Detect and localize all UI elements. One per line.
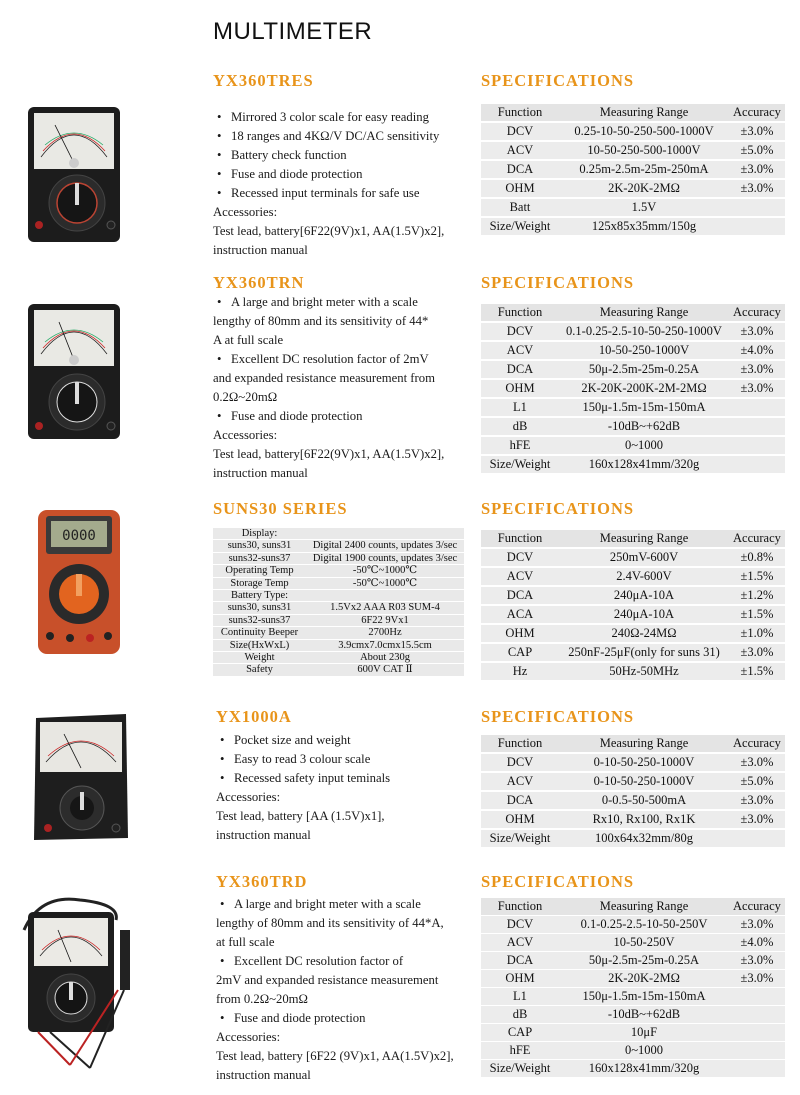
table-cell: ±3.0% <box>729 123 785 140</box>
accessories-text: Test lead, battery [6F22 (9V)x1, AA(1.5V)x2], <box>216 1049 454 1063</box>
table-cell <box>306 590 464 601</box>
table-cell <box>729 218 785 235</box>
table-row <box>481 644 785 661</box>
table-row <box>213 553 464 564</box>
table-cell: DCV <box>481 123 559 140</box>
table-cell: Digital 1900 counts, updates 3/sec <box>306 553 464 564</box>
table-cell: ±3.0% <box>729 380 785 397</box>
table-cell: L1 <box>481 399 559 416</box>
table-cell: ±3.0% <box>729 161 785 178</box>
table-cell: 50Hz-50MHz <box>559 663 729 680</box>
table-cell: Continuity Beeper <box>213 627 306 638</box>
table-cell: OHM <box>481 811 559 828</box>
table-row <box>481 180 785 197</box>
table-cell: ±1.0% <box>729 625 785 642</box>
feature-item-continued: at full scale <box>216 935 275 949</box>
table-row <box>481 606 785 623</box>
table-cell: ±0.8% <box>729 549 785 566</box>
table-cell: 10-50-250-1000V <box>559 342 729 359</box>
table-cell: CAP <box>481 1024 559 1041</box>
header-cell: Function <box>481 104 559 121</box>
table-cell: 240μA-10A <box>559 606 729 623</box>
table-cell <box>729 1060 785 1077</box>
multimeter-yx360trn-photo <box>25 302 125 442</box>
table-cell: 1.5Vx2 AAA R03 SUM-4 <box>306 602 464 613</box>
table-cell: -10dB~+62dB <box>559 1006 729 1023</box>
table-row <box>481 773 785 790</box>
feature-item: • Excellent DC resolution factor of 2mV <box>213 350 475 369</box>
table-cell: ±1.5% <box>729 606 785 623</box>
table-cell: ±3.0% <box>729 180 785 197</box>
table-cell: Size/Weight <box>481 1060 559 1077</box>
product-name: YX360TRES <box>213 71 314 90</box>
product-name: YX360TRD <box>216 872 308 891</box>
table-cell: 250nF-25μF(only for suns 31) <box>559 644 729 661</box>
table-row <box>481 934 785 951</box>
table-cell: 125x85x35mm/150g <box>559 218 729 235</box>
table-cell: ±3.0% <box>729 792 785 809</box>
table-cell: Weight <box>213 652 306 663</box>
table-cell: OHM <box>481 625 559 642</box>
table-cell: Battery Type: <box>213 590 306 601</box>
product-name: SUNS30 SERIES <box>213 499 348 518</box>
feature-item: • Battery check function <box>213 146 473 165</box>
table-cell: 10-50-250-500-1000V <box>559 142 729 159</box>
table-cell: 50μ-2.5m-25m-0.25A <box>559 361 729 378</box>
table-cell <box>729 830 785 847</box>
header-cell: Accuracy <box>729 304 785 321</box>
table-cell: Display: <box>213 528 306 539</box>
spec-table <box>481 102 785 237</box>
table-cell: Size/Weight <box>481 456 559 473</box>
product-description <box>216 731 471 845</box>
table-row <box>213 578 464 589</box>
table-row <box>481 1024 785 1041</box>
table-cell: dB <box>481 418 559 435</box>
table-row <box>481 792 785 809</box>
table-cell: ±3.0% <box>729 754 785 771</box>
table-cell: ±1.5% <box>729 663 785 680</box>
table-row <box>213 640 464 651</box>
table-row <box>213 652 464 663</box>
table-row <box>481 323 785 340</box>
table-row <box>481 988 785 1005</box>
table-cell: Storage Temp <box>213 578 306 589</box>
table-cell: CAP <box>481 644 559 661</box>
header-cell: Measuring Range <box>559 898 729 915</box>
feature-item: • Fuse and diode protection <box>213 407 475 426</box>
svg-text:0000: 0000 <box>62 528 96 544</box>
table-cell: 2.4V-600V <box>559 568 729 585</box>
table-cell: 10μF <box>559 1024 729 1041</box>
table-cell <box>729 1024 785 1041</box>
header-cell: Function <box>481 304 559 321</box>
table-cell: ACV <box>481 342 559 359</box>
table-cell <box>729 1006 785 1023</box>
product-description <box>216 895 474 1085</box>
table-row <box>213 602 464 613</box>
table-cell: 240Ω-24MΩ <box>559 625 729 642</box>
table-header-row <box>481 735 785 752</box>
table-row <box>481 587 785 604</box>
feature-item: • Recessed input terminals for safe use <box>213 184 473 203</box>
table-cell <box>729 399 785 416</box>
table-cell: 2K-20K-2MΩ <box>559 180 729 197</box>
table-row <box>481 916 785 933</box>
table-row <box>213 627 464 638</box>
table-cell: OHM <box>481 380 559 397</box>
feature-item-continued: 0.2Ω~20mΩ <box>213 390 278 404</box>
multimeter-yx360tres-photo <box>25 105 125 245</box>
table-cell <box>729 456 785 473</box>
accessories-text: instruction manual <box>213 243 308 257</box>
specifications-heading: SPECIFICATIONS <box>481 499 635 518</box>
header-cell: Accuracy <box>729 735 785 752</box>
feature-item-continued: and expanded resistance measurement from <box>213 371 435 385</box>
accessories-text: instruction manual <box>216 828 311 842</box>
product-name: YX360TRN <box>213 273 305 292</box>
table-cell: suns32-suns37 <box>213 615 306 626</box>
table-row <box>481 1042 785 1059</box>
table-cell: dB <box>481 1006 559 1023</box>
product-description <box>213 108 473 260</box>
table-cell: ACV <box>481 142 559 159</box>
table-cell: 0.25m-2.5m-25m-250mA <box>559 161 729 178</box>
info-table <box>213 527 464 677</box>
table-row <box>481 142 785 159</box>
table-cell: DCV <box>481 754 559 771</box>
spec-table <box>481 733 785 849</box>
table-cell: -50℃~1000℃ <box>306 578 464 589</box>
table-row <box>481 437 785 454</box>
table-cell <box>729 1042 785 1059</box>
table-row <box>213 590 464 601</box>
table-cell: DCV <box>481 916 559 933</box>
header-cell: Accuracy <box>729 530 785 547</box>
spec-table <box>481 897 785 1078</box>
table-cell: 3.9cmx7.0cmx15.5cm <box>306 640 464 651</box>
table-cell: L1 <box>481 988 559 1005</box>
table-cell: OHM <box>481 180 559 197</box>
table-cell: 0~1000 <box>559 437 729 454</box>
table-cell: 150μ-1.5m-15m-150mA <box>559 399 729 416</box>
table-row <box>213 565 464 576</box>
feature-item: • Fuse and diode protection <box>213 165 473 184</box>
table-cell: DCA <box>481 792 559 809</box>
table-cell <box>729 437 785 454</box>
table-cell: DCA <box>481 361 559 378</box>
table-cell: ACA <box>481 606 559 623</box>
table-cell: ±3.0% <box>729 644 785 661</box>
table-cell: 240μA-10A <box>559 587 729 604</box>
table-cell: DCA <box>481 161 559 178</box>
multimeter-yx1000a-photo <box>28 712 132 842</box>
table-cell: -50℃~1000℃ <box>306 565 464 576</box>
product-description <box>213 293 475 483</box>
accessories-text: instruction manual <box>213 466 308 480</box>
table-cell: 600V CAT Ⅱ <box>306 664 464 675</box>
table-cell: 0.25-10-50-250-500-1000V <box>559 123 729 140</box>
table-row <box>481 361 785 378</box>
table-row <box>481 342 785 359</box>
table-row <box>481 625 785 642</box>
table-cell: Size/Weight <box>481 218 559 235</box>
page-title: MULTIMETER <box>213 18 373 45</box>
multimeter-suns30-photo <box>36 508 122 656</box>
feature-item: • Fuse and diode protection <box>216 1009 474 1028</box>
table-cell: ±3.0% <box>729 323 785 340</box>
table-row <box>481 830 785 847</box>
table-row <box>213 664 464 675</box>
header-cell: Function <box>481 898 559 915</box>
table-row <box>481 663 785 680</box>
table-cell: Size/Weight <box>481 830 559 847</box>
feature-item-continued: lengthy of 80mm and its sensitivity of 44* <box>213 314 429 328</box>
accessories-label: Accessories: <box>213 205 278 219</box>
table-row <box>213 528 464 539</box>
feature-item: • 18 ranges and 4KΩ/V DC/AC sensitivity <box>213 127 473 146</box>
table-cell: DCV <box>481 323 559 340</box>
table-cell: 10-50-250V <box>559 934 729 951</box>
table-cell: ±5.0% <box>729 142 785 159</box>
specifications-heading: SPECIFICATIONS <box>481 707 635 726</box>
feature-item-continued: A at full scale <box>213 333 284 347</box>
header-cell: Accuracy <box>729 898 785 915</box>
table-cell: Rx10, Rx100, Rx1K <box>559 811 729 828</box>
accessories-label: Accessories: <box>213 428 278 442</box>
specifications-heading: SPECIFICATIONS <box>481 273 635 292</box>
spec-table <box>481 528 785 682</box>
table-row <box>481 456 785 473</box>
table-cell: 0.1-0.25-2.5-10-50-250V <box>559 916 729 933</box>
multimeter-yx360trd-photo <box>20 890 140 1075</box>
table-cell: ACV <box>481 568 559 585</box>
table-cell: 160x128x41mm/320g <box>559 456 729 473</box>
header-cell: Measuring Range <box>559 104 729 121</box>
header-cell: Measuring Range <box>559 304 729 321</box>
table-header-row <box>481 104 785 121</box>
table-row <box>481 811 785 828</box>
table-cell: Batt <box>481 199 559 216</box>
table-cell: Safety <box>213 664 306 675</box>
table-cell: 150μ-1.5m-15m-150mA <box>559 988 729 1005</box>
table-cell: 0-0.5-50-500mA <box>559 792 729 809</box>
table-cell: Operating Temp <box>213 565 306 576</box>
table-cell: About 230g <box>306 652 464 663</box>
feature-item-continued: from 0.2Ω~20mΩ <box>216 992 308 1006</box>
table-cell: hFE <box>481 437 559 454</box>
accessories-text: Test lead, battery [AA (1.5V)x1], <box>216 809 385 823</box>
table-cell: suns30, suns31 <box>213 602 306 613</box>
table-cell: 0.1-0.25-2.5-10-50-250-1000V <box>559 323 729 340</box>
table-cell <box>729 988 785 1005</box>
table-row <box>481 161 785 178</box>
table-row <box>481 123 785 140</box>
feature-item: • A large and bright meter with a scale <box>216 895 474 914</box>
table-row <box>213 615 464 626</box>
feature-item-continued: lengthy of 80mm and its sensitivity of 44*A, <box>216 916 444 930</box>
table-header-row <box>481 304 785 321</box>
header-cell: Function <box>481 735 559 752</box>
table-cell: ACV <box>481 773 559 790</box>
header-cell: Accuracy <box>729 104 785 121</box>
table-cell: DCV <box>481 549 559 566</box>
table-cell: 2K-20K-2MΩ <box>559 970 729 987</box>
table-cell: hFE <box>481 1042 559 1059</box>
feature-item: • A large and bright meter with a scale <box>213 293 475 312</box>
table-cell: ±5.0% <box>729 773 785 790</box>
table-cell: ACV <box>481 934 559 951</box>
table-cell: 160x128x41mm/320g <box>559 1060 729 1077</box>
specifications-heading: SPECIFICATIONS <box>481 872 635 891</box>
table-row <box>481 952 785 969</box>
table-cell: Hz <box>481 663 559 680</box>
header-cell: Function <box>481 530 559 547</box>
table-cell: ±3.0% <box>729 361 785 378</box>
table-cell: -10dB~+62dB <box>559 418 729 435</box>
table-cell: 0~1000 <box>559 1042 729 1059</box>
accessories-text: Test lead, battery[6F22(9V)x1, AA(1.5V)x2], <box>213 224 445 238</box>
accessories-label: Accessories: <box>216 790 281 804</box>
table-cell <box>729 199 785 216</box>
accessories-text: instruction manual <box>216 1068 311 1082</box>
table-cell <box>306 528 464 539</box>
table-cell: DCA <box>481 952 559 969</box>
table-cell: 0-10-50-250-1000V <box>559 773 729 790</box>
table-cell <box>729 418 785 435</box>
table-row <box>481 380 785 397</box>
header-cell: Measuring Range <box>559 735 729 752</box>
table-cell: ±3.0% <box>729 811 785 828</box>
table-cell: 250mV-600V <box>559 549 729 566</box>
table-cell: suns32-suns37 <box>213 553 306 564</box>
feature-item: • Mirrored 3 color scale for easy reading <box>213 108 473 127</box>
table-header-row <box>481 530 785 547</box>
accessories-label: Accessories: <box>216 1030 281 1044</box>
feature-item: • Recessed safety input teminals <box>216 769 471 788</box>
table-row <box>481 399 785 416</box>
table-cell: ±3.0% <box>729 952 785 969</box>
spec-table <box>481 302 785 475</box>
table-row <box>481 199 785 216</box>
table-cell: ±1.5% <box>729 568 785 585</box>
feature-item-continued: 2mV and expanded resistance measurement <box>216 973 439 987</box>
table-cell: 2K-20K-200K-2M-2MΩ <box>559 380 729 397</box>
table-cell: Digital 2400 counts, updates 3/sec <box>306 540 464 551</box>
product-name: YX1000A <box>216 707 292 726</box>
table-cell: OHM <box>481 970 559 987</box>
table-cell: ±3.0% <box>729 916 785 933</box>
table-cell: 2700Hz <box>306 627 464 638</box>
header-cell: Measuring Range <box>559 530 729 547</box>
feature-item: • Easy to read 3 colour scale <box>216 750 471 769</box>
table-row <box>481 218 785 235</box>
table-cell: ±1.2% <box>729 587 785 604</box>
feature-item: • Pocket size and weight <box>216 731 471 750</box>
table-row <box>481 1060 785 1077</box>
table-cell: suns30, suns31 <box>213 540 306 551</box>
table-cell: ±4.0% <box>729 934 785 951</box>
table-cell: 6F22 9Vx1 <box>306 615 464 626</box>
table-cell: 50μ-2.5m-25m-0.25A <box>559 952 729 969</box>
table-cell: ±4.0% <box>729 342 785 359</box>
table-cell: 0-10-50-250-1000V <box>559 754 729 771</box>
table-cell: Size(HxWxL) <box>213 640 306 651</box>
table-cell: DCA <box>481 587 559 604</box>
table-cell: ±3.0% <box>729 970 785 987</box>
table-row <box>481 568 785 585</box>
table-row <box>213 540 464 551</box>
specifications-heading: SPECIFICATIONS <box>481 71 635 90</box>
table-row <box>481 754 785 771</box>
table-row <box>481 1006 785 1023</box>
table-row <box>481 549 785 566</box>
accessories-text: Test lead, battery[6F22(9V)x1, AA(1.5V)x2], <box>213 447 445 461</box>
table-cell: 1.5V <box>559 199 729 216</box>
table-row <box>481 418 785 435</box>
feature-item: • Excellent DC resolution factor of <box>216 952 474 971</box>
table-row <box>481 970 785 987</box>
table-cell: 100x64x32mm/80g <box>559 830 729 847</box>
table-header-row <box>481 898 785 915</box>
